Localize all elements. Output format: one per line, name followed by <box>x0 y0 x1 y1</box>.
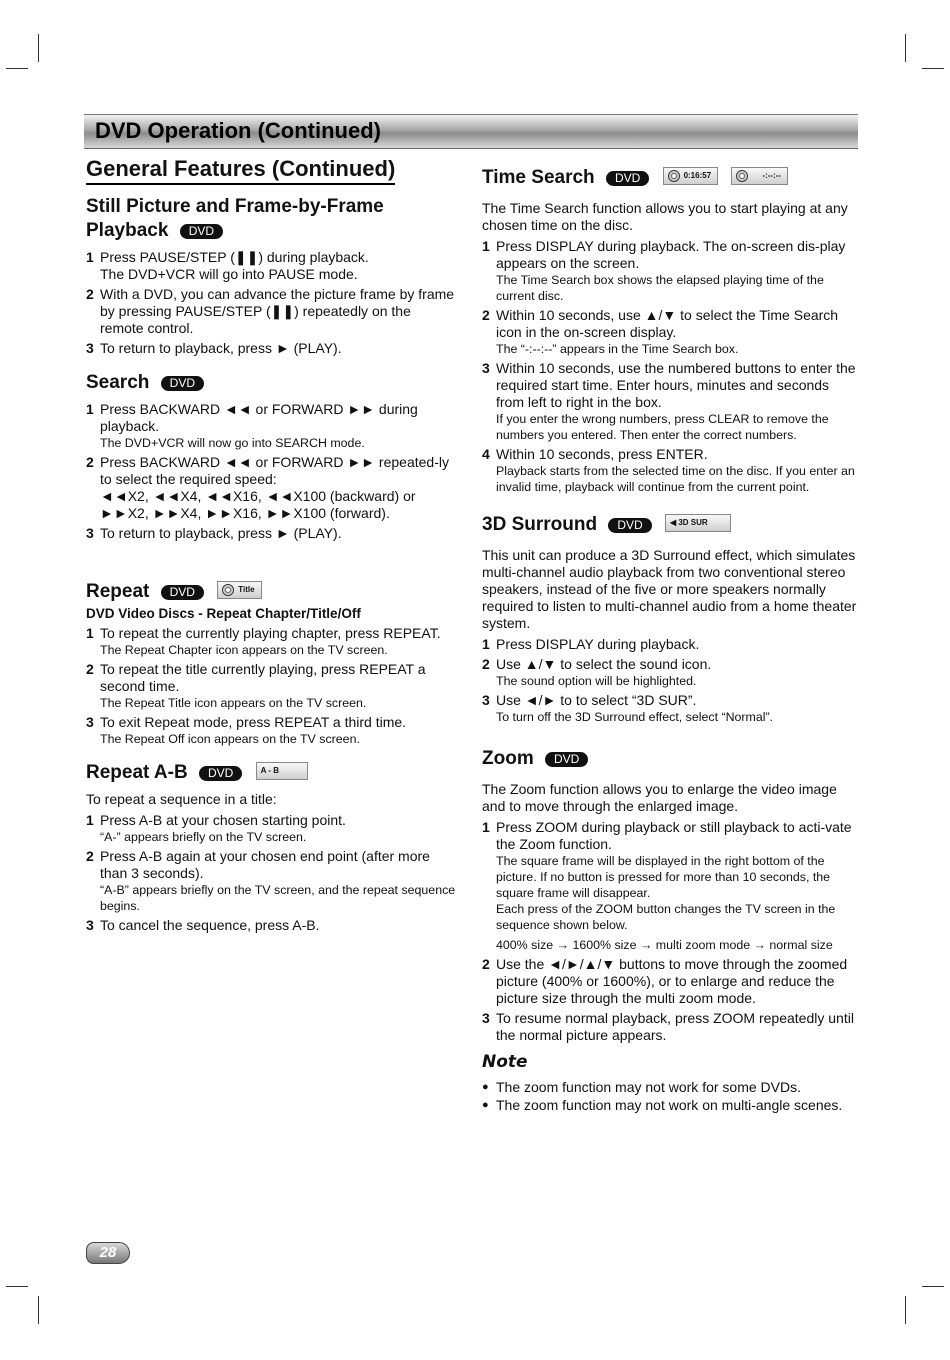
section-heading <box>482 513 858 537</box>
time-search-section <box>482 166 858 495</box>
dvd-badge: DVD <box>161 376 204 391</box>
osd-label: -:--:-- <box>762 171 782 180</box>
time-osd-elapsed <box>663 167 719 185</box>
list-item <box>86 917 456 934</box>
item-number: 2 <box>86 286 94 303</box>
item-note: “A-B” appears briefly on the TV screen, and the repeat sequence begins. <box>100 883 456 914</box>
repeat-section <box>86 580 456 747</box>
dvd-badge: DVD <box>606 171 649 186</box>
disc-icon <box>668 170 680 182</box>
osd-label: A - B <box>260 766 279 776</box>
heading-text: Still Picture and Frame-by-Frame Playback <box>86 196 384 242</box>
item-text: Within 10 seconds, use the numbered buttons to enter the required start time. Enter hours, minutes and seconds from left to right in the box. <box>496 360 856 411</box>
crop-mark <box>6 68 28 69</box>
zoom-section <box>482 747 858 1114</box>
section-title: DVD Operation (Continued) <box>95 118 381 143</box>
item-number: 2 <box>86 661 94 678</box>
intro-text: The Time Search function allows you to start playing at any chosen time on the disc. <box>482 200 848 234</box>
item-number: 3 <box>86 340 94 357</box>
list-item <box>86 401 456 451</box>
item-text: To exit Repeat mode, press REPEAT a third time. <box>100 714 407 731</box>
item-text: To return to playback, press ► (PLAY). <box>100 525 342 542</box>
item-text: The DVD+VCR will go into PAUSE mode. <box>100 266 358 283</box>
item-text: Press BACKWARD ◄◄ or FORWARD ►► during playback. <box>100 401 418 435</box>
item-text: Within 10 seconds, press ENTER. <box>496 446 708 463</box>
item-text: Press ZOOM during playback or still playback to acti-vate the Zoom function. <box>496 819 852 853</box>
list-item <box>482 819 858 953</box>
item-number: 2 <box>86 848 94 865</box>
intro-text: This unit can produce a 3D Surround effect, which simulates multi-channel audio playback from two conventional stereo speakers, instead of the five or more speakers normally required to listen to multi-channel audio from a home theater system. <box>482 547 857 632</box>
item-text: Use ▲/▼ to select the sound icon. <box>496 656 712 673</box>
item-text: Press A-B again at your chosen end point (after more than 3 seconds). <box>100 848 430 882</box>
section-heading <box>482 747 858 771</box>
intro-text: The Zoom function allows you to enlarge the video image and to move through the enlarged image. <box>482 781 837 815</box>
section-header-bar <box>84 114 858 149</box>
item-note: The “-:--:--” appears in the Time Search box. <box>496 342 739 357</box>
list-item <box>86 454 456 522</box>
page-number: 28 <box>86 1242 130 1264</box>
list-item <box>482 446 858 495</box>
crop-mark <box>905 1296 906 1324</box>
item-note: Each press of the ZOOM button changes the TV screen in the sequence shown below. <box>496 902 836 933</box>
speaker-icon: ◀ <box>669 518 679 528</box>
item-number: 1 <box>86 812 94 829</box>
section-heading <box>86 371 456 395</box>
list-item <box>482 307 858 357</box>
item-number: 3 <box>482 1010 490 1027</box>
section-heading <box>86 195 456 243</box>
dvd-badge: DVD <box>608 518 651 533</box>
item-number: 3 <box>482 692 490 709</box>
item-note: The DVD+VCR will now go into SEARCH mode. <box>100 436 365 451</box>
dvd-badge: DVD <box>545 752 588 767</box>
item-text: Press DISPLAY during playback. <box>496 636 700 653</box>
list-item <box>86 249 456 283</box>
list-item <box>482 636 858 653</box>
item-note: The Repeat Chapter icon appears on the TV screen. <box>100 643 388 658</box>
item-number: 2 <box>482 656 490 673</box>
item-text: To repeat the currently playing chapter, press REPEAT. <box>100 625 441 642</box>
item-text: To cancel the sequence, press A-B. <box>100 917 320 934</box>
item-note: The square frame will be displayed in the right bottom of the picture. If no button is pressed for more than 10 seconds, the square frame will disappear. <box>496 854 831 901</box>
item-note: The Repeat Title icon appears on the TV screen. <box>100 696 367 711</box>
heading-text: 3D Surround <box>482 514 598 536</box>
dvd-badge: DVD <box>180 224 223 239</box>
item-number: 3 <box>86 917 94 934</box>
right-column <box>482 166 858 1128</box>
osd-label: 0:16:57 <box>683 171 712 180</box>
item-note: Playback starts from the selected time on the disc. If you enter an invalid time, playback will continue from the current point. <box>496 464 855 495</box>
list-item <box>86 625 456 658</box>
item-text: Press BACKWARD ◄◄ or FORWARD ►► repeated-ly to select the required speed: <box>100 454 449 488</box>
item-number: 1 <box>482 238 490 255</box>
section-heading <box>86 580 456 604</box>
list-item <box>86 286 456 337</box>
heading-text: Repeat A-B <box>86 762 188 784</box>
list-item <box>86 340 456 357</box>
list-item <box>482 656 858 689</box>
osd-label: Title <box>238 585 255 595</box>
list-item <box>482 238 858 304</box>
heading-text: Repeat <box>86 581 150 603</box>
crop-mark <box>6 1286 28 1287</box>
item-text: Within 10 seconds, use ▲/▼ to select the Time Search icon in the on-screen display. <box>496 307 839 341</box>
crop-mark <box>38 34 39 62</box>
heading-text: Search <box>86 372 150 394</box>
still-picture-section <box>86 195 456 357</box>
crop-mark <box>922 68 944 69</box>
list-item <box>86 848 456 914</box>
item-number: 3 <box>86 714 94 731</box>
list-item <box>86 525 456 542</box>
surround-section <box>482 513 858 725</box>
item-number: 1 <box>86 625 94 642</box>
item-text: With a DVD, you can advance the picture frame by frame by pressing PAUSE/STEP (❚❚) repeatedly on the remote control. <box>100 286 455 337</box>
item-number: 4 <box>482 446 490 463</box>
item-number: 2 <box>482 307 490 324</box>
item-note: “A-” appears briefly on the TV screen. <box>100 830 307 845</box>
item-number: 1 <box>86 401 94 418</box>
item-text: To repeat the title currently playing, press REPEAT a second time. <box>100 661 426 695</box>
item-text: ◄◄X2, ◄◄X4, ◄◄X16, ◄◄X100 (backward) or ►►X2, ►►X4, ►►X16, ►►X100 (forward). <box>100 488 416 522</box>
item-text: To resume normal playback, press ZOOM repeatedly until the normal picture appears. <box>496 1010 854 1044</box>
page-title: General Features (Continued) <box>86 156 395 185</box>
heading-text: Time Search <box>482 167 595 188</box>
item-number: 1 <box>482 819 490 836</box>
surround-osd-indicator <box>665 514 731 532</box>
zoom-sequence: 400% size → 1600% size → multi zoom mode → normal size <box>496 938 833 953</box>
item-number: 2 <box>86 454 94 471</box>
search-section <box>86 371 456 542</box>
note-heading: Note <box>482 1052 528 1073</box>
dvd-badge: DVD <box>199 766 242 781</box>
list-item <box>482 360 858 443</box>
item-note: The Repeat Off icon appears on the TV screen. <box>100 732 360 747</box>
list-item <box>482 956 858 1007</box>
dvd-badge: DVD <box>161 585 204 600</box>
repeat-osd-indicator <box>217 581 261 599</box>
item-number: 2 <box>482 956 490 973</box>
item-text: Use the ◄/►/▲/▼ buttons to move through the zoomed picture (400% or 1600%), or to enlarge and reduce the picture size through the multi zoom mode. <box>496 956 848 1007</box>
list-item <box>482 1010 858 1044</box>
list-item <box>482 692 858 725</box>
item-text: Press PAUSE/STEP (❚❚) during playback. <box>100 249 369 266</box>
time-osd-empty <box>731 167 788 185</box>
item-text: Press A-B at your chosen starting point. <box>100 812 346 829</box>
crop-mark <box>922 1286 944 1287</box>
item-note: If you enter the wrong numbers, press CLEAR to remove the numbers you entered. Then enter the correct numbers. <box>496 412 829 443</box>
repeat-ab-section <box>86 761 456 934</box>
item-number: 1 <box>482 636 490 653</box>
item-note: To turn off the 3D Surround effect, select “Normal”. <box>496 710 774 725</box>
item-text: Press DISPLAY during playback. The on-screen dis-play appears on the screen. <box>496 238 846 272</box>
item-number: 3 <box>482 360 490 377</box>
item-note: The Time Search box shows the elapsed playing time of the current disc. <box>496 273 824 304</box>
crop-mark <box>905 34 906 62</box>
repeat-ab-osd-indicator <box>256 762 308 780</box>
subheading: DVD Video Discs - Repeat Chapter/Title/Off <box>86 606 361 622</box>
heading-text: Zoom <box>482 748 534 770</box>
repeat-icon <box>222 584 234 596</box>
list-item <box>86 812 456 845</box>
item-note: The sound option will be highlighted. <box>496 674 697 689</box>
intro-text: To repeat a sequence in a title: <box>86 791 277 808</box>
section-heading <box>482 166 858 190</box>
list-item <box>86 714 456 747</box>
crop-mark <box>38 1296 39 1324</box>
section-heading <box>86 761 456 785</box>
left-column <box>86 156 456 948</box>
item-number: 1 <box>86 249 94 266</box>
item-text: Use ◄/► to to select “3D SUR”. <box>496 692 697 709</box>
note-item: ● The zoom function may not work on multi-angle scenes. <box>482 1096 858 1114</box>
osd-label: 3D SUR <box>678 518 708 528</box>
item-text: To return to playback, press ► (PLAY). <box>100 340 342 357</box>
item-number: 3 <box>86 525 94 542</box>
note-item: ● The zoom function may not work for some DVDs. <box>482 1078 858 1096</box>
disc-icon <box>736 170 748 182</box>
list-item <box>86 661 456 711</box>
